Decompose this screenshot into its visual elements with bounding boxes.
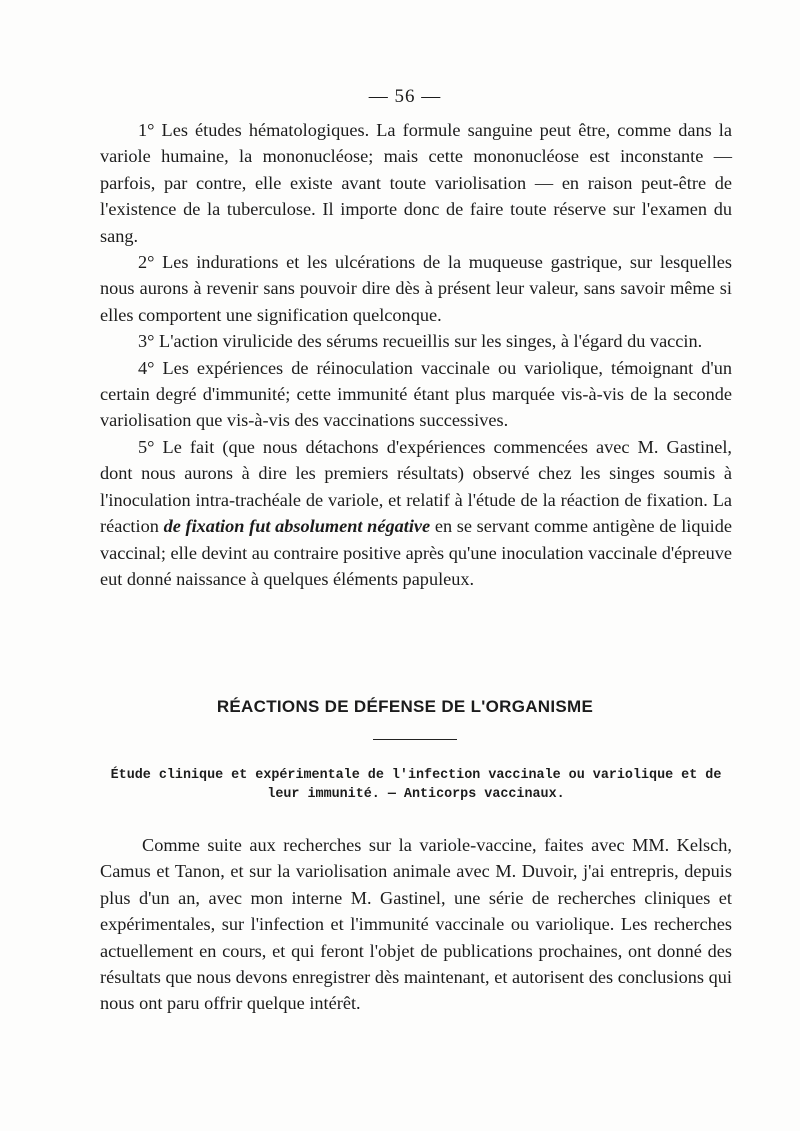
paragraph-gastric-lesions: 2° Les indurations et les ulcérations de la muqueuse gastrique, sur lesquelles nous aurons à revenir sans pouvoir dire dès à présent leur valeur, sans savoir même si elles comportent une signification quelconque.	[100, 252, 732, 325]
paragraph-reinoculation: 4° Les expériences de réinoculation vaccinale ou variolique, témoignant d'un certain degré d'immunité; cette immunité étant plus marquée vis-à-vis de la seconde variolisation que vis-à-vis des vaccinations successives.	[100, 357, 732, 431]
fixation-emphasis: de fixation fut absolument négative	[163, 516, 431, 537]
section-subheading: Étude clinique et expérimentale de l'infection vaccinale ou variolique et de leur immunité. — Anticorps vaccinaux.	[110, 768, 722, 802]
closing-section	[100, 832, 732, 1017]
paragraph-fixation-reaction	[100, 434, 732, 592]
enumerated-findings	[100, 117, 732, 592]
section-heading: RÉACTIONS DE DÉFENSE DE L'ORGANISME	[216, 697, 594, 716]
closing-paragraph: Comme suite aux recherches sur la variole-vaccine, faites avec MM. Kelsch, Camus et Tanon, et sur la variolisation animale avec M. Duvoir, j'ai entrepris, depuis plus d'un an, avec mon interne M. Gastinel, une série de recherches cliniques et expérimentales, sur l'infection et l'immunité vaccinale ou variolique. Les recherches actuellement en cours, et qui feront l'objet de publications prochaines, ont donné des résultats que nous devons enregistrer dès maintenant, et autorisent des conclusions qui nous ont paru offrir quelque intérêt.	[100, 835, 732, 1014]
page-number: — 56 —	[368, 86, 442, 107]
fixation-text-before: 5° Le fait (que nous détachons d'expériences commencées avec M. Gastinel, dont nous aurons à dire les premiers résultats) observé chez les singes soumis à l'inoculation intra-trachéale de variole, et relatif à l'étude de la réaction de fixation. La réaction	[100, 436, 732, 537]
paragraph-hematology: 1° Les études hématologiques. La formule sanguine peut être, comme dans la variole humaine, la mononucléose; mais cette mononucléose est inconstante — parfois, par contre, elle existe avant toute variolisation — en raison peut-être de l'existence de la tuberculose. Il importe donc de faire toute réserve sur l'examen du sang.	[100, 120, 732, 246]
fixation-text-after: en se servant comme antigène de liquide vaccinal; elle devint au contraire positive après qu'une inoculation vaccinale d'épreuve eut donné naissance à quelques éléments papuleux.	[100, 516, 732, 589]
heading-divider	[373, 739, 457, 740]
paragraph-virulicidal-action: 3° L'action virulicide des sérums recueillis sur les singes, à l'égard du vaccin.	[138, 331, 703, 352]
